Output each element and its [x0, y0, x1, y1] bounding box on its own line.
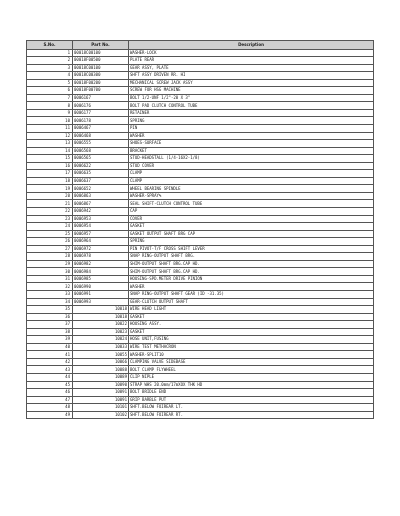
row-description: SNAP RING-OUTPUT SHAFT BRG.: [129, 253, 374, 261]
row-sno: 27: [27, 245, 73, 253]
table-row: [27, 223, 374, 231]
row-part-no: 0006565: [73, 155, 129, 163]
row-description: COVER: [129, 215, 374, 223]
row-description: WASHER-SPLIT10: [129, 351, 374, 359]
header-sno: S.No.: [27, 41, 73, 50]
row-description: SPRING: [129, 238, 374, 246]
table-row: [27, 200, 374, 208]
table-row: [27, 230, 374, 238]
row-sno: 20: [27, 192, 73, 200]
table-row: [27, 358, 374, 366]
row-sno: 13: [27, 140, 73, 148]
row-description: SNAP RING-OUTPUT SHAFT GEAR (ID -31.35): [129, 291, 374, 299]
row-part-no: 10018: [73, 313, 129, 321]
table-row: [27, 147, 374, 155]
row-sno: 5: [27, 79, 73, 87]
row-sno: 9: [27, 109, 73, 117]
row-part-no: 0006985: [73, 275, 129, 283]
row-sno: 7: [27, 94, 73, 102]
table-row: [27, 381, 374, 389]
row-sno: 47: [27, 396, 73, 404]
table-row: [27, 313, 374, 321]
table-row: [27, 192, 374, 200]
table-row: [27, 72, 374, 80]
row-description: CLIP NIPLE: [129, 374, 374, 382]
row-part-no: 0006568: [73, 147, 129, 155]
row-description: SHIM-OUTPUT SHAFT BRG.CAP HD.: [129, 260, 374, 268]
table-row: [27, 215, 374, 223]
row-description: WASHER-LOCK: [129, 49, 374, 57]
table-row: [27, 49, 374, 57]
header-part-no: Part No.: [73, 41, 129, 50]
row-sno: 44: [27, 374, 73, 382]
table-row: [27, 283, 374, 291]
row-description: SHIM-OUTPUT SHAFT BRG.CAP HD.: [129, 268, 374, 276]
row-description: CLAMPING VALVE SIDEBASE: [129, 358, 374, 366]
row-sno: 49: [27, 411, 73, 419]
row-description: WIRE HEAD LIGHT: [129, 306, 374, 314]
row-description: SHFT ASSY DRIVEN RR. HI: [129, 72, 374, 80]
row-description: SHFT.BELOW FOIREAR LT.: [129, 404, 374, 412]
row-description: RETAINER: [129, 109, 374, 117]
row-part-no: 00018C00300: [73, 72, 129, 80]
table-row: [27, 79, 374, 87]
row-part-no: 0006984: [73, 268, 129, 276]
row-description: WIRE TEST METHACRON: [129, 343, 374, 351]
row-part-no: 0006964: [73, 238, 129, 246]
row-description: GASKET OUTPUT SHAFT BRG CAP: [129, 230, 374, 238]
row-description: PIN PIVOT-T/F CROSS SHIFT LEVER: [129, 245, 374, 253]
row-sno: 28: [27, 253, 73, 261]
row-part-no: 0006867: [73, 200, 129, 208]
row-part-no: 0006957: [73, 230, 129, 238]
row-description: SCREW FOR HSG MACHINE: [129, 87, 374, 95]
row-sno: 16: [27, 162, 73, 170]
table-row: [27, 238, 374, 246]
row-sno: 8: [27, 102, 73, 110]
header-row: [27, 41, 374, 50]
row-part-no: 10024: [73, 336, 129, 344]
table-row: [27, 102, 374, 110]
row-sno: 30: [27, 268, 73, 276]
row-part-no: 10091: [73, 389, 129, 397]
row-part-no: 0006991: [73, 291, 129, 299]
table-row: [27, 124, 374, 132]
table-row: [27, 321, 374, 329]
row-part-no: 0006635: [73, 170, 129, 178]
row-description: GASKET: [129, 223, 374, 231]
row-sno: 29: [27, 260, 73, 268]
table-row: [27, 170, 374, 178]
row-part-no: 10018: [73, 306, 129, 314]
row-sno: 22: [27, 207, 73, 215]
row-part-no: 0006863: [73, 192, 129, 200]
table-row: [27, 343, 374, 351]
row-part-no: 10102: [73, 411, 129, 419]
row-sno: 6: [27, 87, 73, 95]
row-sno: 48: [27, 404, 73, 412]
table-row: [27, 253, 374, 261]
row-part-no: 00018F00700: [73, 87, 129, 95]
row-sno: 41: [27, 351, 73, 359]
row-part-no: 0006555: [73, 140, 129, 148]
row-part-no: 0006468: [73, 132, 129, 140]
row-part-no: 10101: [73, 404, 129, 412]
row-part-no: 00018C00100: [73, 49, 129, 57]
table-row: [27, 162, 374, 170]
row-sno: 1: [27, 49, 73, 57]
row-part-no: 0006993: [73, 298, 129, 306]
row-description: WASHER: [129, 283, 374, 291]
row-part-no: 10091: [73, 396, 129, 404]
row-sno: 10: [27, 117, 73, 125]
row-part-no: 0006177: [73, 109, 129, 117]
row-part-no: 0006637: [73, 177, 129, 185]
row-description: BRACKET: [129, 147, 374, 155]
row-sno: 15: [27, 155, 73, 163]
row-part-no: 00018F00500: [73, 57, 129, 65]
table-row: [27, 389, 374, 397]
row-description: BOLT CLAMP FLYWHEEL: [129, 366, 374, 374]
row-part-no: 0006990: [73, 283, 129, 291]
row-description: CLAMP: [129, 177, 374, 185]
table-row: [27, 275, 374, 283]
row-part-no: 10089: [73, 374, 129, 382]
table-row: [27, 207, 374, 215]
row-description: HOUSING-SPD.METER DRIVE PINION: [129, 275, 374, 283]
row-part-no: 0006652: [73, 185, 129, 193]
row-sno: 38: [27, 328, 73, 336]
row-sno: 43: [27, 366, 73, 374]
row-part-no: 0006176: [73, 102, 129, 110]
row-sno: 3: [27, 64, 73, 72]
table-row: [27, 268, 374, 276]
row-part-no: 0006467: [73, 124, 129, 132]
row-description: STUD-HEADSTALL (1/4-16X2-1/8): [129, 155, 374, 163]
table-row: [27, 245, 374, 253]
table-row: [27, 117, 374, 125]
row-part-no: 0006622: [73, 162, 129, 170]
table-row: [27, 298, 374, 306]
row-description: SPRING: [129, 117, 374, 125]
row-sno: 17: [27, 170, 73, 178]
row-sno: 42: [27, 358, 73, 366]
row-description: GRIP BARBLE PUT: [129, 396, 374, 404]
row-description: HOUSING ASSY.: [129, 321, 374, 329]
table-row: [27, 140, 374, 148]
table-row: [27, 87, 374, 95]
row-sno: 18: [27, 177, 73, 185]
row-sno: 4: [27, 72, 73, 80]
row-sno: 40: [27, 343, 73, 351]
table-row: [27, 260, 374, 268]
row-part-no: 0006982: [73, 260, 129, 268]
row-sno: 37: [27, 321, 73, 329]
row-description: HOSE UNIT,FUSING: [129, 336, 374, 344]
table-row: [27, 291, 374, 299]
row-part-no: 10088: [73, 366, 129, 374]
row-sno: 14: [27, 147, 73, 155]
table-row: [27, 109, 374, 117]
row-part-no: 10022: [73, 321, 129, 329]
row-sno: 31: [27, 275, 73, 283]
row-description: BOLT PAD CLUTCH CONTROL TUBE: [129, 102, 374, 110]
table-row: [27, 57, 374, 65]
table-body: [27, 49, 374, 419]
row-description: MECHANICAL SCREW JACK ASSY: [129, 79, 374, 87]
table-row: [27, 374, 374, 382]
table-row: [27, 351, 374, 359]
row-sno: 11: [27, 124, 73, 132]
row-sno: 46: [27, 389, 73, 397]
table-row: [27, 64, 374, 72]
row-part-no: 0006972: [73, 245, 129, 253]
row-part-no: 0006167: [73, 94, 129, 102]
row-sno: 2: [27, 57, 73, 65]
row-part-no: 0006978: [73, 253, 129, 261]
row-part-no: 0006953: [73, 215, 129, 223]
table-row: [27, 177, 374, 185]
table-row: [27, 396, 374, 404]
row-sno: 25: [27, 230, 73, 238]
row-description: GASKET: [129, 328, 374, 336]
row-sno: 26: [27, 238, 73, 246]
row-description: SHFT.BELOW FOIREAR RT.: [129, 411, 374, 419]
row-description: WASHER-SPRAY%: [129, 192, 374, 200]
row-description: PLATE REAR: [129, 57, 374, 65]
row-part-no: 10090: [73, 381, 129, 389]
row-description: BOLT BRIDLE END: [129, 389, 374, 397]
row-sno: 32: [27, 283, 73, 291]
row-description: CAP: [129, 207, 374, 215]
row-sno: 33: [27, 291, 73, 299]
row-sno: 34: [27, 298, 73, 306]
row-sno: 39: [27, 336, 73, 344]
row-part-no: 0006942: [73, 207, 129, 215]
row-part-no: 10023: [73, 328, 129, 336]
row-description: BOLT 1/2-UNF 1/2"-20 X 3": [129, 94, 374, 102]
row-sno: 12: [27, 132, 73, 140]
table-row: [27, 155, 374, 163]
row-part-no: 10033: [73, 343, 129, 351]
row-sno: 35: [27, 306, 73, 314]
row-description: WASHER: [129, 132, 374, 140]
table-row: [27, 185, 374, 193]
parts-sheet: [26, 40, 373, 419]
parts-table: [26, 40, 374, 419]
row-description: PIN: [129, 124, 374, 132]
row-sno: 19: [27, 185, 73, 193]
row-sno: 45: [27, 381, 73, 389]
row-sno: 21: [27, 200, 73, 208]
row-description: CLAMP: [129, 170, 374, 178]
row-part-no: 10066: [73, 358, 129, 366]
row-sno: 24: [27, 223, 73, 231]
table-row: [27, 306, 374, 314]
row-description: STUD COVER: [129, 162, 374, 170]
row-description: GASKET: [129, 313, 374, 321]
row-part-no: 00018C00100: [73, 64, 129, 72]
table-row: [27, 328, 374, 336]
table-row: [27, 336, 374, 344]
row-part-no: 0006954: [73, 223, 129, 231]
row-description: SHOES-SURFACE: [129, 140, 374, 148]
table-row: [27, 366, 374, 374]
row-part-no: 00018F00200: [73, 79, 129, 87]
row-part-no: 10055: [73, 351, 129, 359]
table-row: [27, 411, 374, 419]
row-description: WHEEL BEARING SPINDLE: [129, 185, 374, 193]
row-description: GEAR-CLUTCH OUTPUT SHAFT: [129, 298, 374, 306]
table-row: [27, 404, 374, 412]
row-description: STRAP WHS 20.0mm/17mXOX THK HD: [129, 381, 374, 389]
row-description: GEAR ASSY, PLATE: [129, 64, 374, 72]
row-description: SEAL SHIFT-CLUTCH CONTROL TUBE: [129, 200, 374, 208]
row-sno: 36: [27, 313, 73, 321]
row-part-no: 0006178: [73, 117, 129, 125]
row-sno: 23: [27, 215, 73, 223]
table-row: [27, 94, 374, 102]
table-row: [27, 132, 374, 140]
header-description: Description: [129, 41, 374, 50]
